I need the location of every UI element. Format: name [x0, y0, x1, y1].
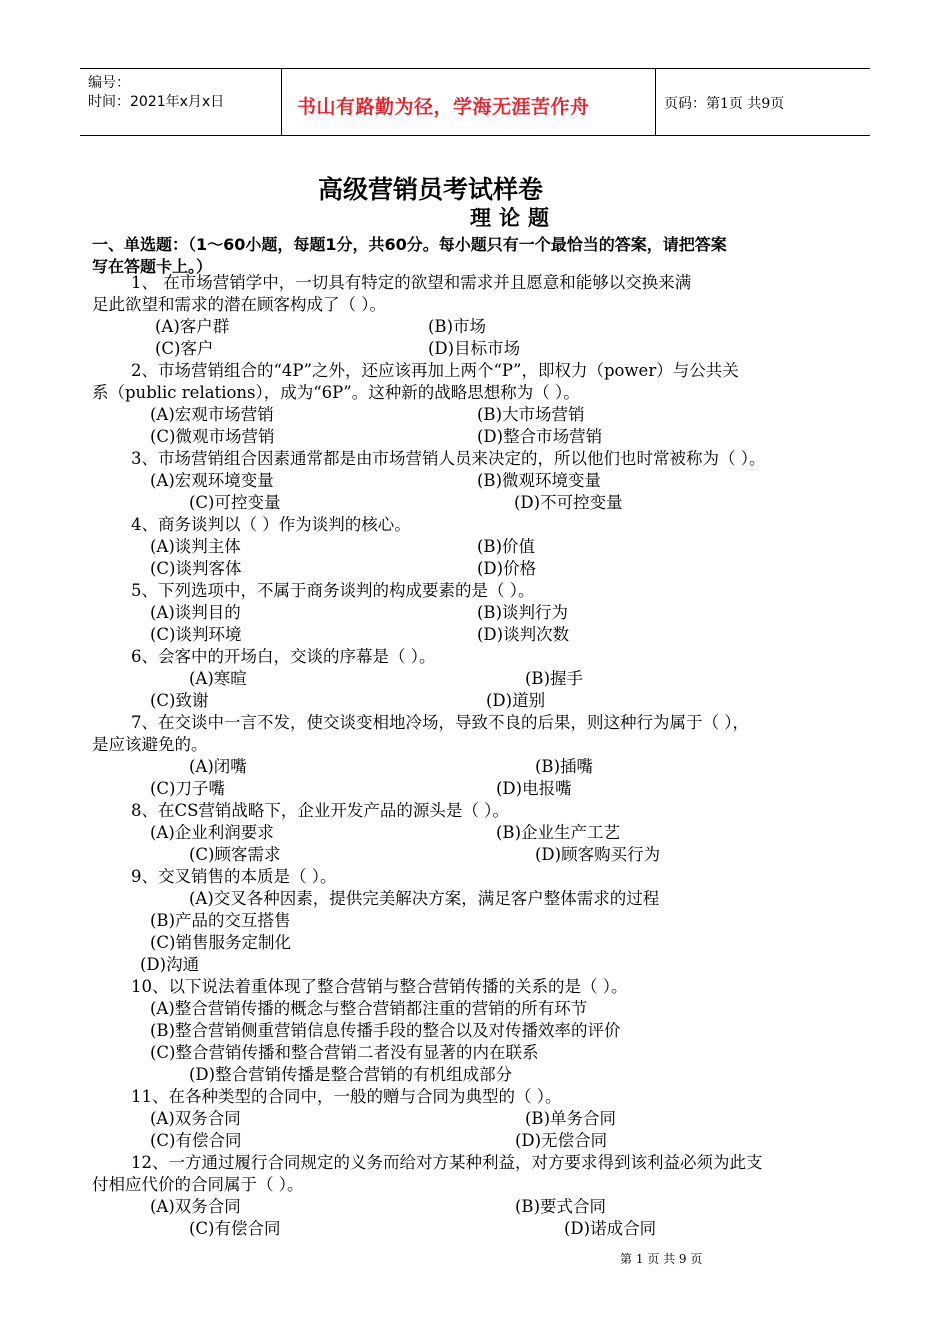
q9-option-c: (C)销售服务定制化: [150, 933, 291, 952]
q8-option-d: (D)顾客购买行为: [535, 845, 661, 864]
q2-option-b: (B)大市场营销: [477, 405, 585, 424]
header-divider-right: [655, 68, 656, 135]
q3-option-c: (C)可控变量: [189, 493, 281, 512]
q7-option-c: (C)刀子嘴: [150, 779, 225, 798]
q8-option-b: (B)企业生产工艺: [496, 823, 620, 842]
question-2-line2: 系（public relations），成为“6P”。这种新的战略思想称为（ ）。: [92, 383, 580, 402]
page-subtitle: 理论题: [470, 206, 557, 230]
q11-option-a: (A)双务合同: [150, 1109, 241, 1128]
q10-option-c: (C)整合营销传播和整合营销二者没有显著的内在联系: [150, 1043, 539, 1062]
question-11-line1: 11、在各种类型的合同中，一般的赠与合同为典型的（ ）。: [131, 1087, 562, 1106]
question-1-line2: 足此欲望和需求的潜在顾客构成了（ ）。: [92, 295, 386, 314]
q12-option-d: (D)诺成合同: [564, 1219, 657, 1238]
q1-option-a: (A)客户群: [155, 317, 230, 336]
question-9-line1: 9、交叉销售的本质是（ ）。: [131, 867, 337, 886]
q6-option-b: (B)握手: [525, 669, 583, 688]
q4-option-c: (C)谈判客体: [150, 559, 242, 578]
question-4-line1: 4、商务谈判以（ ）作为谈判的核心。: [131, 515, 411, 534]
q3-option-b: (B)微观环境变量: [477, 471, 601, 490]
question-5-line1: 5、下列选项中，不属于商务谈判的构成要素的是（ ）。: [131, 581, 535, 600]
q5-option-c: (C)谈判环境: [150, 625, 242, 644]
page-footer: 第 1 页 共 9 页: [620, 1252, 703, 1266]
q2-option-c: (C)微观市场营销: [150, 427, 275, 446]
q8-option-c: (C)顾客需求: [189, 845, 281, 864]
q7-option-d: (D)电报嘴: [496, 779, 572, 798]
question-12-line1: 12、一方通过履行合同规定的义务而给对方某种利益，对方要求得到该利益必须为此支: [131, 1153, 763, 1172]
header-serial-label: 编号：: [88, 75, 130, 91]
q12-option-b: (B)要式合同: [515, 1197, 606, 1216]
q5-option-b: (B)谈判行为: [477, 603, 568, 622]
page-title: 高级营销员考试样卷: [318, 175, 544, 204]
header-top-border: [80, 68, 870, 69]
q7-option-b: (B)插嘴: [535, 757, 593, 776]
q9-option-a: (A)交叉各种因素，提供完美解决方案，满足客户整体需求的过程: [189, 889, 660, 908]
q6-option-c: (C)致谢: [150, 691, 209, 710]
q12-option-c: (C)有偿合同: [189, 1219, 281, 1238]
question-12-line2: 付相应代价的合同属于（ ）。: [92, 1175, 304, 1194]
question-7-line2: 是应该避免的。: [92, 735, 208, 754]
q5-option-a: (A)谈判目的: [150, 603, 241, 622]
q10-option-a: (A)整合营销传播的概念与整合营销都注重的营销的所有环节: [150, 999, 588, 1018]
q10-option-b: (B)整合营销侧重营销信息传播手段的整合以及对传播效率的评价: [150, 1021, 621, 1040]
q6-option-d: (D)道别: [486, 691, 546, 710]
header-page-info: 页码：第1页 共9页: [664, 96, 785, 112]
header-divider-left: [281, 68, 282, 135]
q7-option-a: (A)闭嘴: [189, 757, 247, 776]
q11-option-b: (B)单务合同: [525, 1109, 616, 1128]
header-time-label: 时间：2021年x月x日: [88, 94, 225, 110]
header-bottom-border: [80, 135, 870, 136]
q9-option-d: (D)沟通: [140, 955, 200, 974]
q4-option-a: (A)谈判主体: [150, 537, 241, 556]
question-7-line1: 7、在交谈中一言不发，使交谈变相地冷场，导致不良的后果，则这种行为属于（ ），: [131, 713, 749, 732]
question-10-line1: 10、以下说法着重体现了整合营销与整合营销传播的关系的是（ ）。: [131, 977, 628, 996]
q8-option-a: (A)企业利润要求: [150, 823, 274, 842]
q1-option-d: (D)目标市场: [428, 339, 521, 358]
question-8-line1: 8、在CS营销战略下，企业开发产品的源头是（ ）。: [131, 801, 509, 820]
question-3-line1: 3、市场营销组合因素通常都是由市场营销人员来决定的，所以他们也时常被称为（ ）。: [131, 449, 766, 468]
q9-option-b: (B)产品的交互搭售: [150, 911, 291, 930]
q11-option-d: (D)无偿合同: [515, 1131, 608, 1150]
q2-option-a: (A)宏观市场营销: [150, 405, 274, 424]
q5-option-d: (D)谈判次数: [477, 625, 570, 644]
q4-option-b: (B)价值: [477, 537, 535, 556]
q2-option-d: (D)整合市场营销: [477, 427, 603, 446]
q4-option-d: (D)价格: [477, 559, 537, 578]
q1-option-b: (B)市场: [428, 317, 486, 336]
q10-option-d: (D)整合营销传播是整合营销的有机组成部分: [189, 1065, 513, 1084]
q3-option-d: (D)不可控变量: [514, 493, 623, 512]
section-heading-line1: 一、单选题：（1～60小题，每题1分，共60分。每小题只有一个最恰当的答案，请把答案: [92, 235, 727, 254]
question-2-line1: 2、市场营销组合的“4P”之外，还应该再加上两个“P”，即权力（power）与公共关: [131, 361, 739, 380]
q1-option-c: (C)客户: [155, 339, 214, 358]
q6-option-a: (A)寒暄: [189, 669, 247, 688]
q11-option-c: (C)有偿合同: [150, 1131, 242, 1150]
section-heading-line2: 写在答题卡上。）: [92, 257, 213, 276]
header-motto: 书山有路勤为径，学海无涯苦作舟: [297, 96, 590, 118]
q3-option-a: (A)宏观环境变量: [150, 471, 274, 490]
question-1-line1: 1、 在市场营销学中，一切具有特定的欲望和需求并且愿意和能够以交换来满: [131, 273, 692, 292]
q12-option-a: (A)双务合同: [150, 1197, 241, 1216]
question-6-line1: 6、会客中的开场白，交谈的序幕是（ ）。: [131, 647, 436, 666]
